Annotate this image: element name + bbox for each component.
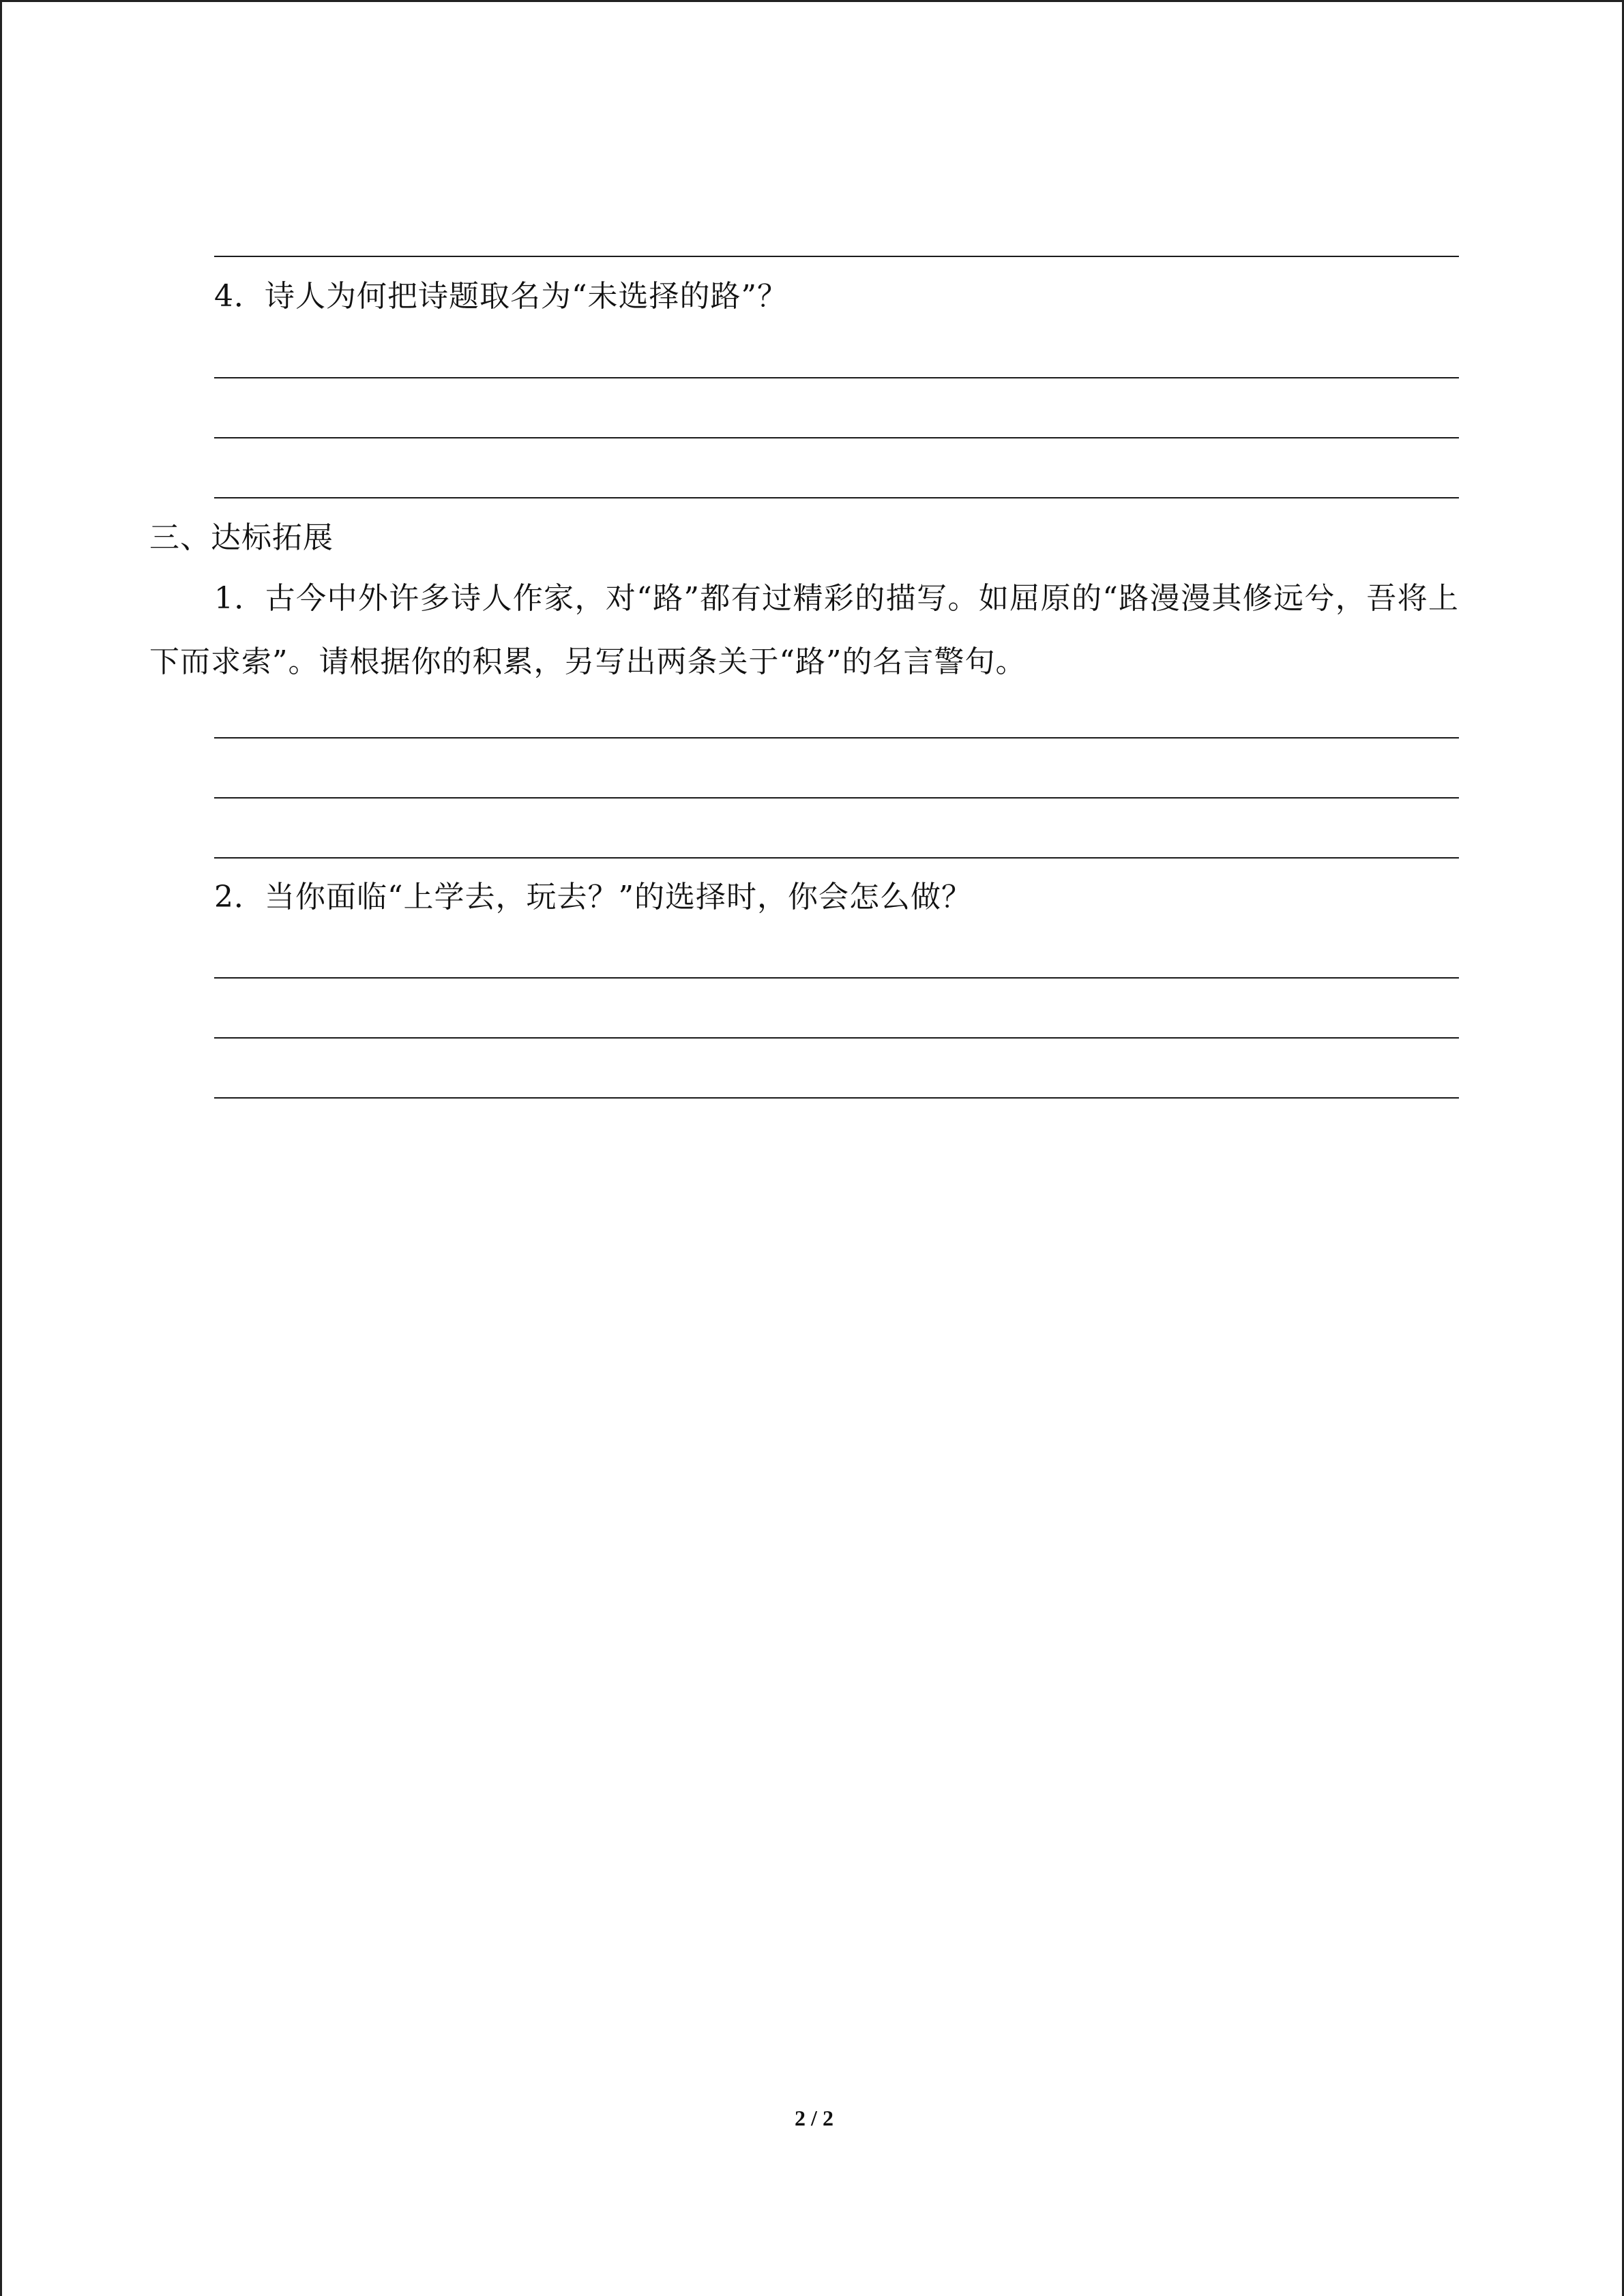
answer-line	[214, 437, 1459, 438]
answer-line	[214, 857, 1459, 859]
section-title: 三、达标拓展	[149, 520, 334, 555]
page-number: 2 / 2	[795, 2106, 833, 2130]
answer-line	[214, 977, 1459, 979]
section-three-question-2: 2．当你面临“上学去，玩去？”的选择时，你会怎么做？	[214, 880, 972, 914]
section-three-question-1: 1．古今中外许多诗人作家，对“路”都有过精彩的描写。如屈原的“路漫漫其修远兮，吾将上下而求索”。请根据你的积累，另写出两条关于“路”的名言警句。	[149, 581, 1459, 679]
answer-line	[214, 497, 1459, 498]
answer-line	[214, 256, 1459, 257]
answer-line	[214, 797, 1459, 799]
answer-line	[214, 737, 1459, 739]
answer-line	[214, 1097, 1459, 1099]
question-4: 4．诗人为何把诗题取名为“未选择的路”？	[214, 279, 788, 314]
answer-line	[214, 1037, 1459, 1039]
answer-line	[214, 377, 1459, 378]
